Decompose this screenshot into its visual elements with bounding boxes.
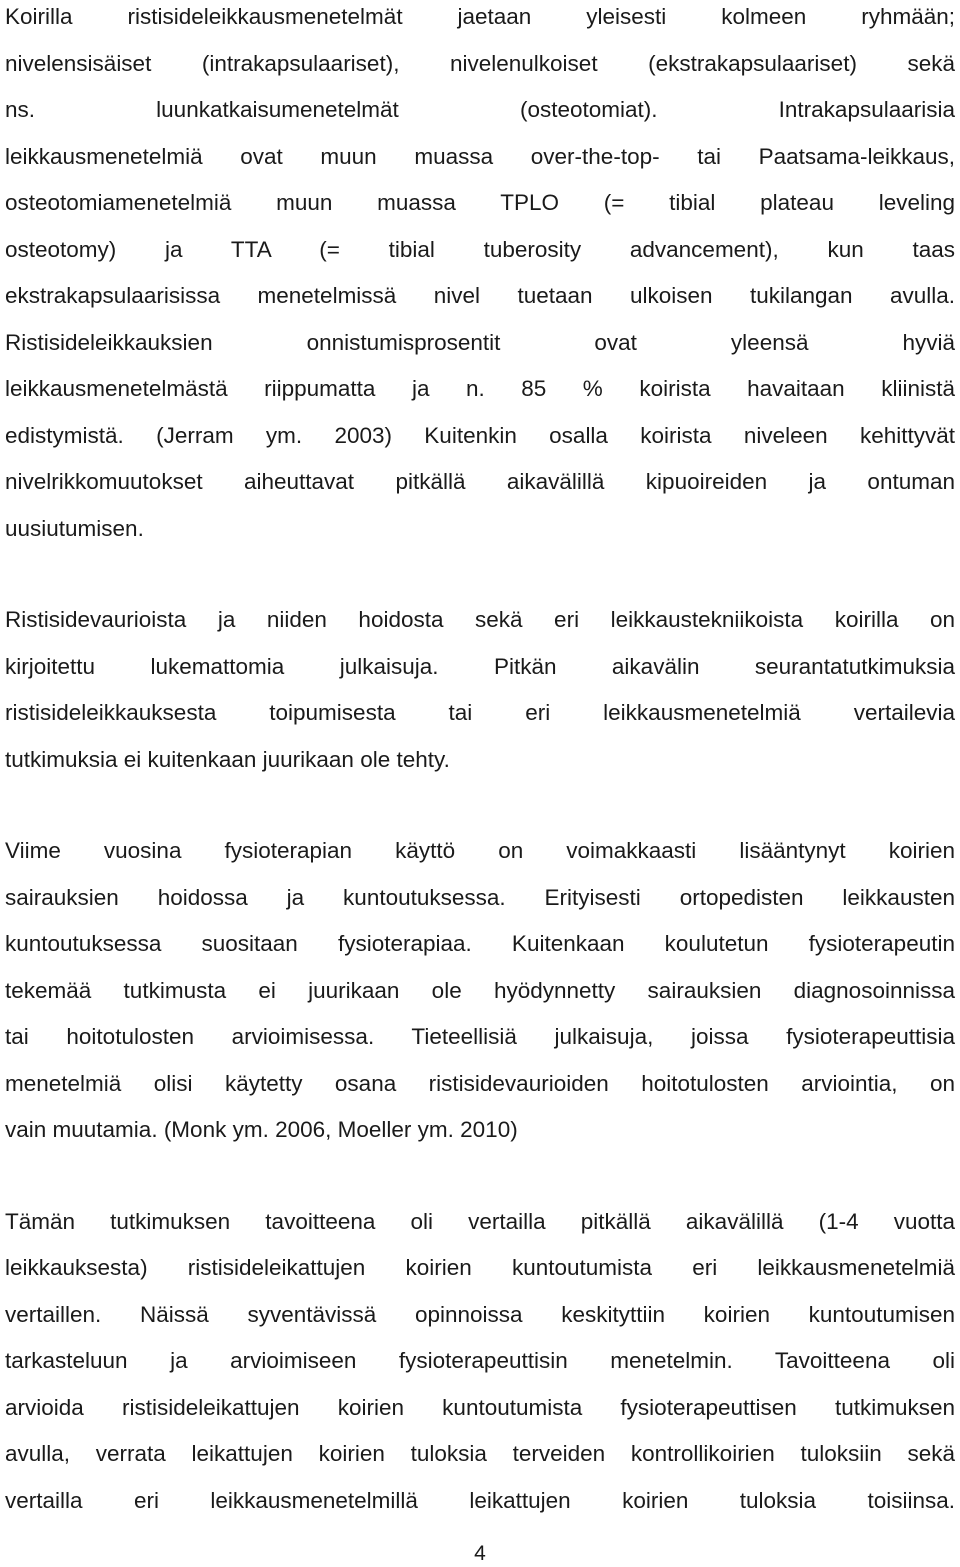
text-line: avulla, verrata leikattujen koirien tuloksia terveiden kontrollikoirien tuloksiin sekä [5,1441,955,1466]
text-line: leikkausmenetelmiä ovat muun muassa over-the-top- tai Paatsama-leikkaus, [5,143,955,169]
text-line: nivelrikkomuutokset aiheuttavat pitkällä aikavälillä kipuoireiden ja ontuman [5,469,955,494]
text-line: tutkimuksia ei kuitenkaan juurikaan ole tehty. [5,746,450,772]
text-line: edistymistä. (Jerram ym. 2003) Kuitenkin osalla koirista niveleen kehittyvät [5,422,955,448]
text-line: ristisideleikkauksesta toipumisesta tai eri leikkausmenetelmiä vertailevia [5,700,955,725]
paragraph-4 [5,1205,955,1531]
text-line: osteotomiamenetelmiä muun muassa TPLO (= tibial plateau leveling [5,190,955,215]
paragraph-3 [5,834,955,1160]
text-line: uusiutumisen. [5,515,144,541]
text-line: leikkausmenetelmästä riippumatta ja n. 85 % koirista havaitaan kliinistä [5,376,955,401]
text-line: tai hoitotulosten arvioimisessa. Tieteellisiä julkaisuja, joissa fysioterapeuttisia [5,1024,955,1049]
text-line: ns. luunkatkaisumenetelmät (osteotomiat). Intrakapsulaarisia [5,97,955,122]
text-line: vertailla eri leikkausmenetelmillä leikattujen koirien tuloksia toisiinsa. [5,1487,955,1513]
paragraph-gap [5,789,955,834]
text-line: Viime vuosina fysioterapian käyttö on voimakkaasti lisääntynyt koirien [5,838,955,863]
text-line: nivelensisäiset (intrakapsulaariset), nivelenulkoiset (ekstrakapsulaariset) sekä [5,50,955,76]
text-line: Koirilla ristisideleikkausmenetelmät jaetaan yleisesti kolmeen ryhmään; [5,4,955,29]
paragraph-1 [5,0,955,558]
text-line: vain muutamia. (Monk ym. 2006, Moeller ym. 2010) [5,1117,518,1142]
text-line: osteotomy) ja TTA (= tibial tuberosity advancement), kun taas [5,236,955,262]
page-number: 4 [474,1542,486,1565]
text-line: sairauksien hoidossa ja kuntoutuksessa. Erityisesti ortopedisten leikkausten [5,884,955,910]
text-line: kirjoitettu lukemattomia julkaisuja. Pitkän aikavälin seurantatutkimuksia [5,653,955,679]
paragraph-gap [5,558,955,603]
text-line: leikkauksesta) ristisideleikattujen koirien kuntoutumista eri leikkausmenetelmiä [5,1255,955,1280]
paragraph-2 [5,603,955,789]
paragraph-gap [5,1160,955,1205]
text-line: menetelmiä olisi käytetty osana ristisidevaurioiden hoitotulosten arviointia, on [5,1070,955,1096]
text-line: tekemää tutkimusta ei juurikaan ole hyödynnetty sairauksien diagnosoinnissa [5,977,955,1003]
text-line: Ristisideleikkauksien onnistumisprosentit ovat yleensä hyviä [5,329,955,355]
text-line: Ristisidevaurioista ja niiden hoidosta sekä eri leikkaustekniikoista koirilla on [5,607,955,632]
text-line: kuntoutuksessa suositaan fysioterapiaa. Kuitenkaan koulutetun fysioterapeutin [5,931,955,956]
text-line: vertaillen. Näissä syventävissä opinnoissa keskityttiin koirien kuntoutumisen [5,1301,955,1327]
document-page [5,0,955,1530]
text-line: Tämän tutkimuksen tavoitteena oli vertailla pitkällä aikavälillä (1-4 vuotta [5,1208,955,1234]
text-line: arvioida ristisideleikattujen koirien kuntoutumista fysioterapeuttisen tutkimuksen [5,1394,955,1420]
text-line: tarkasteluun ja arvioimiseen fysioterapeuttisin menetelmin. Tavoitteena oli [5,1348,955,1373]
text-line: ekstrakapsulaarisissa menetelmissä nivel tuetaan ulkoisen tukilangan avulla. [5,283,955,308]
